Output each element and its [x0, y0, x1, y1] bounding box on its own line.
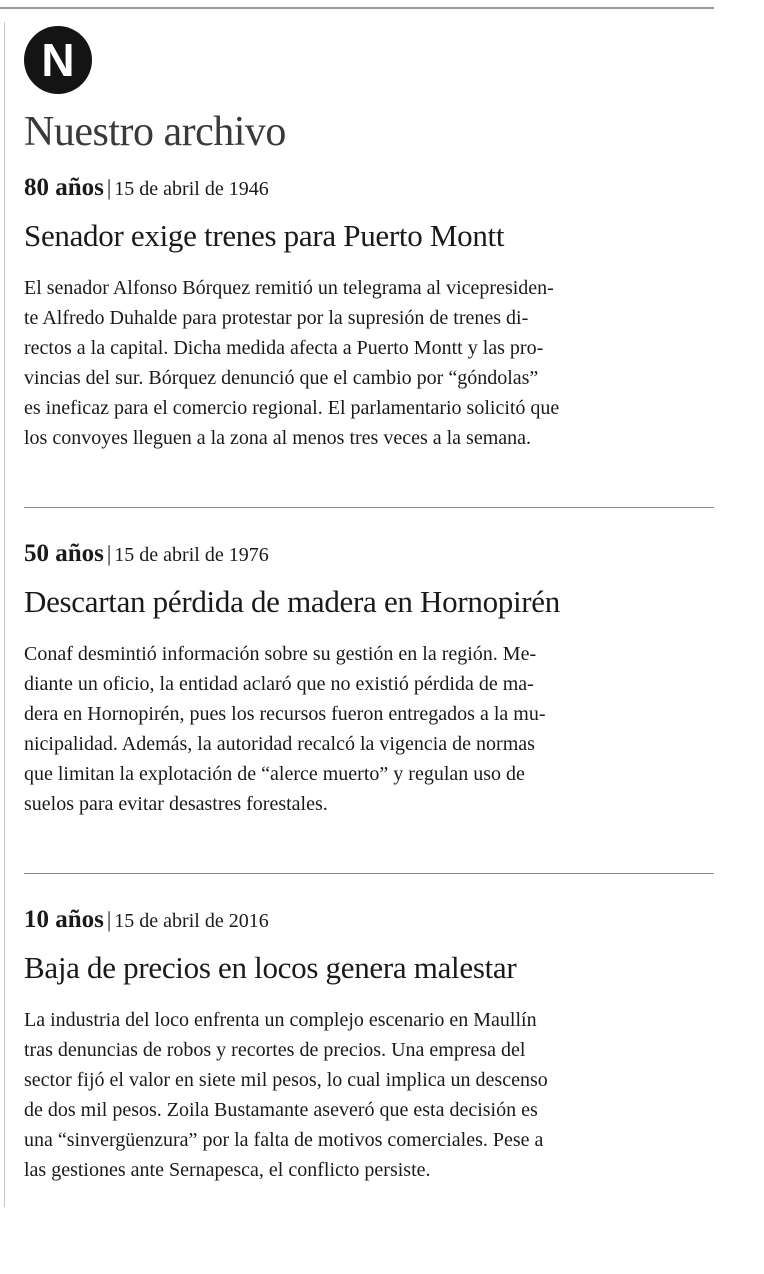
body-line: es ineficaz para el comercio regional. El parlamentario solicitó que — [24, 397, 560, 419]
body-line: suelos para evitar desastres forestales. — [24, 793, 328, 815]
body-line: de dos mil pesos. Zoila Bustamante aseveró que esta decisión es — [24, 1099, 538, 1121]
body-line: te Alfredo Duhalde para protestar por la supresión de trenes di- — [24, 307, 529, 329]
body-line: dera en Hornopirén, pues los recursos fueron entregados a la mu- — [24, 703, 546, 725]
entry-divider — [24, 507, 714, 508]
body-line: Conaf desmintió información sobre su gestión en la región. Me- — [24, 643, 537, 665]
newspaper-logo: N — [24, 26, 92, 94]
entry-years: 50 años — [24, 540, 104, 567]
entry-headline: Senador exige trenes para Puerto Montt — [24, 218, 505, 253]
body-line: una “sinvergüenzura” por la falta de motivos comerciales. Pese a — [24, 1129, 544, 1151]
meta-separator: | — [106, 541, 112, 566]
body-line: los convoyes lleguen a la zona al menos tres veces a la semana. — [24, 427, 532, 449]
body-line: La industria del loco enfrenta un complejo escenario en Maullín — [24, 1009, 537, 1031]
body-line: nicipalidad. Además, la autoridad recalcó la vigencia de normas — [24, 733, 535, 755]
body-line: que limitan la explotación de “alerce muerto” y regulan uso de — [24, 763, 525, 785]
entry-divider — [24, 873, 714, 874]
entry-meta — [24, 906, 714, 935]
entry-meta — [24, 174, 714, 203]
body-line: las gestiones ante Sernapesca, el conflicto persiste. — [24, 1159, 431, 1181]
archive-entry — [24, 174, 714, 453]
entry-body — [24, 273, 714, 453]
entry-years: 80 años — [24, 174, 104, 201]
body-line: tras denuncias de robos y recortes de precios. Una empresa del — [24, 1039, 526, 1061]
section-title: Nuestro archivo — [24, 109, 286, 155]
entry-date: 15 de abril de 1976 — [114, 544, 269, 566]
entry-years: 10 años — [24, 906, 104, 933]
body-line: sector fijó el valor en siete mil pesos, lo cual implica un descenso — [24, 1069, 548, 1091]
entry-headline: Descartan pérdida de madera en Hornopirén — [24, 584, 560, 619]
left-rule — [4, 22, 5, 1207]
body-line: El senador Alfonso Bórquez remitió un telegrama al vicepresiden- — [24, 277, 554, 299]
meta-separator: | — [106, 175, 112, 200]
entry-body — [24, 639, 714, 819]
body-line: rectos a la capital. Dicha medida afecta a Puerto Montt y las pro- — [24, 337, 544, 359]
entry-date: 15 de abril de 2016 — [114, 910, 269, 932]
meta-separator: | — [106, 907, 112, 932]
top-rule — [0, 7, 714, 9]
entry-meta — [24, 540, 714, 569]
entry-date: 15 de abril de 1946 — [114, 178, 269, 200]
archive-entry — [24, 906, 714, 1185]
entry-body — [24, 1005, 714, 1185]
archive-entry — [24, 540, 714, 819]
entry-headline: Baja de precios en locos genera malestar — [24, 950, 517, 985]
body-line: vincias del sur. Bórquez denunció que el cambio por “góndolas” — [24, 367, 539, 389]
body-line: diante un oficio, la entidad aclaró que no existió pérdida de ma- — [24, 673, 534, 695]
